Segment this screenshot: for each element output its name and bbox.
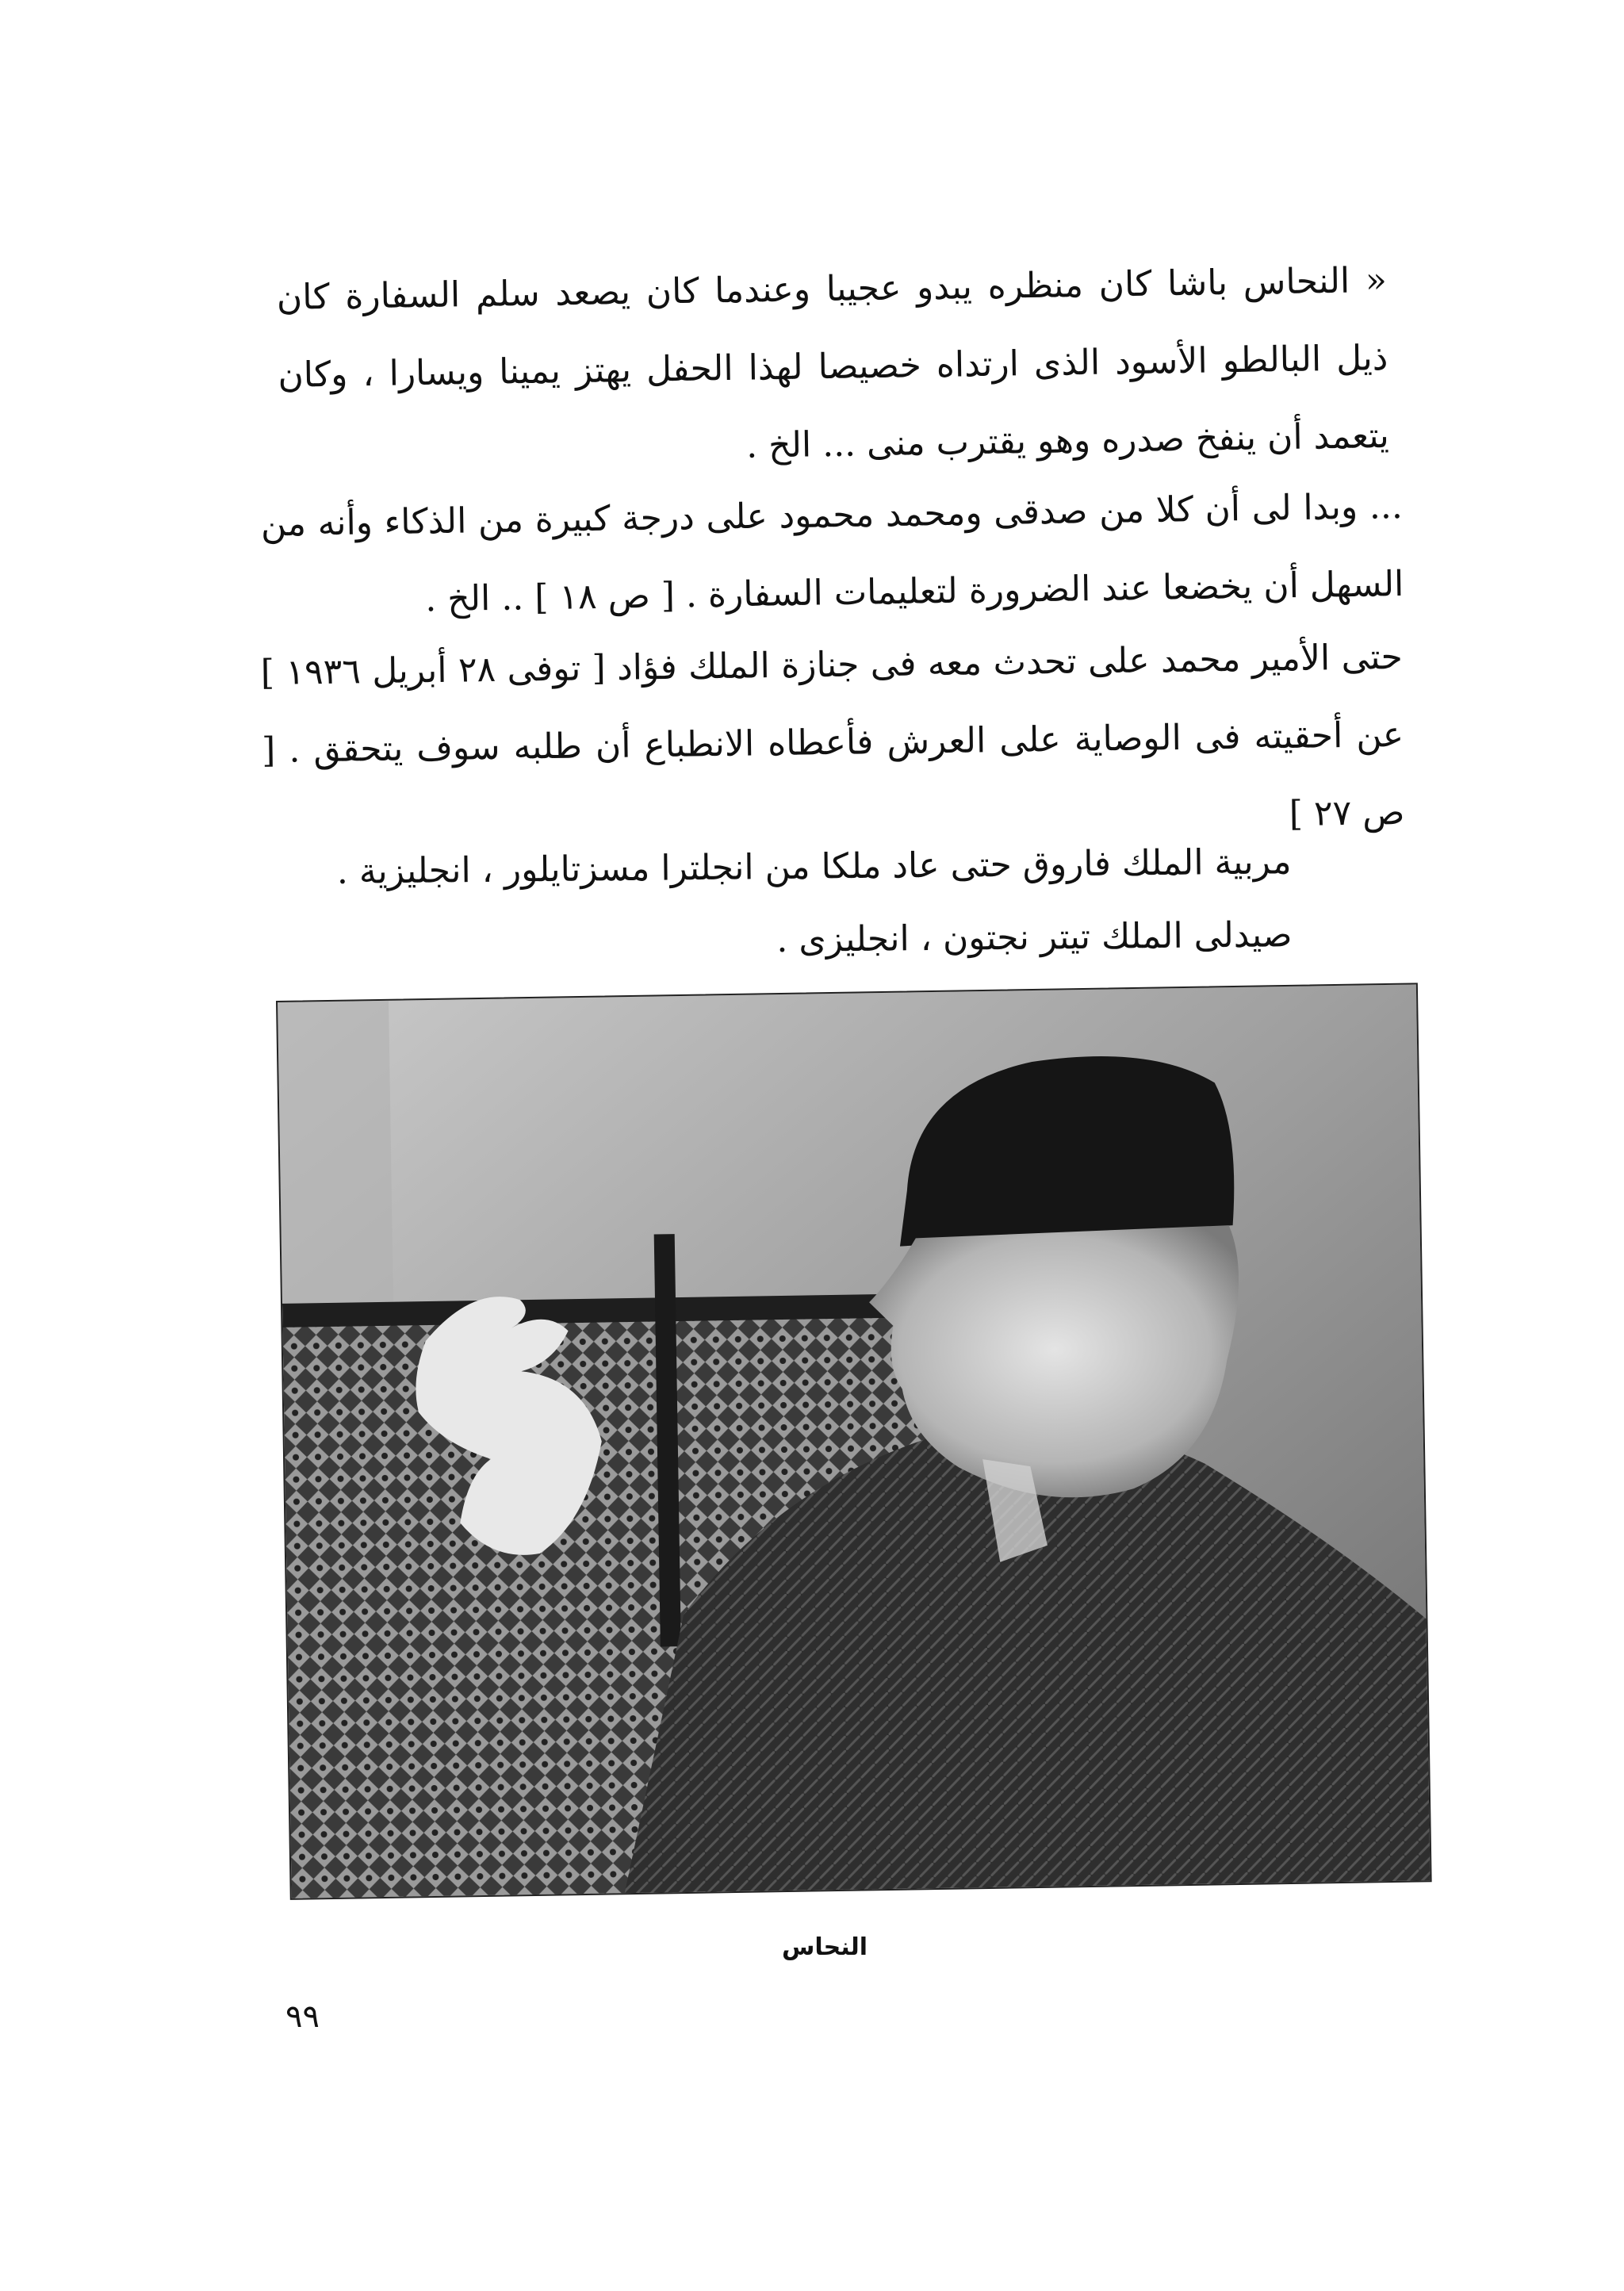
second-paragraph-text: ... وبدا لى أن كلا من صدقى ومحمد محمود على درجة كبيرة من الذكاء وأنه من السهل أن يخضعا عند الضرورة لتعليمات السفارة . [ ص ١٨ ] .. الخ . <box>260 485 1404 620</box>
list-item: صيدلى الملك تيتر نجتون ، انجليزى . <box>776 914 1293 961</box>
photo-caption: النحاس <box>781 1933 868 1961</box>
second-paragraph <box>260 468 1404 642</box>
list-item: مربية الملك فاروق حتى عاد ملكا من انجلترا مسزتايلور ، انجليزية . <box>336 841 1292 892</box>
portrait-illustration <box>278 984 1431 1898</box>
quote-text: « النحاس باشا كان منظره يبدو عجيبا وعندما كان يصعد سلم السفارة كان ذيل البالطو الأسود الذى ارتداه خصيصا لهذا الحفل يهتز يمينا ويسارا ، وكان يتعمد أن ينفخ صدره وهو يقترب منى ... الخ . <box>276 259 1390 466</box>
quote-paragraph <box>276 242 1389 492</box>
third-paragraph-text: حتى الأمير محمد على تحدث معه فى جنازة الملك فؤاد [ توفى ٢٨ أبريل ١٩٣٦ ] عن أحقيته فى الوصاية على العرش فأعطاه الانطباع أن طلبه سوف يتحقق . [ ص ٢٧ ] <box>260 636 1405 835</box>
page-number: ٩٩ <box>285 1998 320 2035</box>
portrait-photo <box>276 983 1432 1899</box>
